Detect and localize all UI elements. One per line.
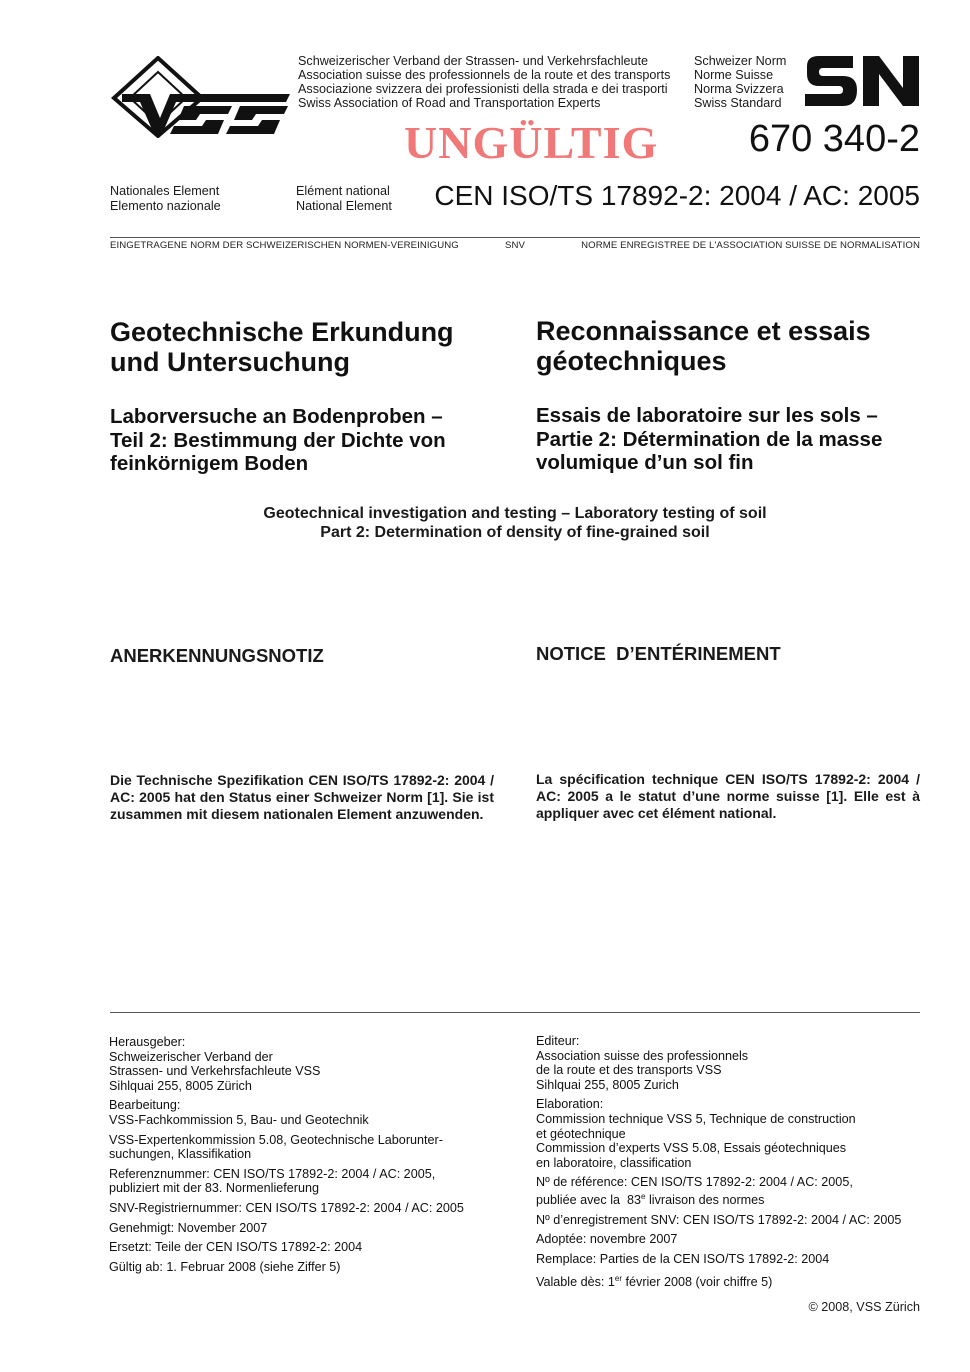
- title-de: [110, 317, 454, 377]
- valid-from: Gültig ab: 1. Februar 2008 (siehe Ziffer 5): [109, 1259, 341, 1274]
- title-fr-line: Reconnaissance et essais: [536, 316, 871, 346]
- norm-type-it: Norma Svizzera: [694, 82, 784, 96]
- association-de: Schweizerischer Verband der Strassen- und Verkehrsfachleute: [298, 54, 649, 68]
- publisher-label: Herausgeber:: [109, 1035, 186, 1049]
- association-fr: Association suisse des professionnels de la route et des transports: [298, 68, 671, 82]
- valid-text: Valable dès: 1: [536, 1274, 615, 1289]
- norm-type-de: Schweizer Norm: [694, 54, 787, 68]
- publisher-line: Sihlquai 255, 8005 Zürich: [109, 1078, 252, 1093]
- notice-text-de: Die Technische Spezifikation CEN ISO/TS 17892-2: 2004 / AC: 2005 hat den Status einer Schweizer Norm [1]. Sie ist zusammen mit diesem nationalen Element anzuwenden.: [110, 772, 494, 822]
- notice-text-fr: La spécification technique CEN ISO/TS 17892-2: 2004 / AC: 2005 a le statut d’une norme suisse [1]. Elle est à appliquer avec cet élément national.: [536, 771, 920, 821]
- reference-line: Referenznummer: CEN ISO/TS 17892-2: 2004 / AC: 2005,: [109, 1166, 436, 1181]
- experts-line: suchungen, Klassifikation: [109, 1147, 252, 1162]
- editing-line: Commission technique VSS 5, Technique de construction: [536, 1111, 856, 1126]
- editing-label: Elaboration:: [536, 1097, 604, 1112]
- publisher-line: Schweizerischer Verband der: [109, 1049, 273, 1064]
- editing-label: Bearbeitung:: [109, 1098, 181, 1113]
- subtitle-fr-line: Partie 2: Détermination de la masse: [536, 427, 883, 451]
- title-fr: [536, 316, 871, 376]
- adopted-date: Adoptée: novembre 2007: [536, 1232, 678, 1247]
- subtitle-de-line: Teil 2: Bestimmung der Dichte von: [110, 428, 446, 452]
- snv-number: SNV-Registriernummer: CEN ISO/TS 17892-2: 2004 / AC: 2005: [109, 1200, 464, 1215]
- subtitle-de-line: Laborversuche an Bodenproben –: [110, 405, 443, 428]
- notice-heading-fr: NOTICE D’ENTÉRINEMENT: [536, 643, 781, 664]
- norm-number: 670 340-2: [748, 118, 920, 160]
- editing-line: VSS-Fachkommission 5, Bau- und Geotechnik: [109, 1112, 369, 1127]
- title-en-line: Geotechnical investigation and testing – Laboratory testing of soil: [263, 505, 767, 522]
- invalid-stamp: UNGÜLTIG: [404, 117, 659, 168]
- national-element-fr-en: [296, 184, 392, 213]
- experts-line: VSS-Expertenkommission 5.08, Geotechnische Laborunter-: [109, 1132, 443, 1147]
- replaces: Ersetzt: Teile der CEN ISO/TS 17892-2: 2004: [109, 1240, 363, 1255]
- reference-text: livraison des normes: [645, 1193, 765, 1208]
- publisher-line: de la route et des transports VSS: [536, 1063, 722, 1078]
- association-it: Associazione svizzera dei professionisti della strada e dei trasporti: [298, 82, 668, 96]
- snv-number: Nº d’enregistrement SNV: CEN ISO/TS 17892-2: 2004 / AC: 2005: [536, 1212, 902, 1227]
- publisher-label: Editeur:: [536, 1034, 580, 1048]
- national-element-de: Nationales Element: [110, 184, 220, 198]
- vss-logo: [110, 56, 290, 138]
- national-element-de-it: [110, 184, 221, 213]
- footer-divider: [110, 1012, 920, 1013]
- publisher-line: Association suisse des professionnels: [536, 1048, 749, 1063]
- editing-line: et géotechnique: [536, 1126, 626, 1141]
- valid-sup: er: [614, 1273, 623, 1283]
- cen-reference: CEN ISO/TS 17892-2: 2004 / AC: 2005: [434, 180, 920, 211]
- reference-line: Nº de référence: CEN ISO/TS 17892-2: 2004 / AC: 2005,: [536, 1175, 853, 1190]
- norm-type-labels: [694, 54, 786, 110]
- title-en: [110, 505, 920, 542]
- reference-line: [536, 1190, 920, 1208]
- reference-line: publiziert mit der 83. Normenlieferung: [109, 1181, 319, 1196]
- valid-text: février 2008 (voir chiffre 5): [622, 1274, 773, 1289]
- national-element-fr: Elément national: [296, 184, 390, 198]
- reference-sup: e: [641, 1191, 646, 1201]
- national-element-it: Elemento nazionale: [110, 198, 221, 213]
- reference-text: publiée avec la 83: [536, 1193, 642, 1208]
- title-en-line: Part 2: Determination of density of fine-grained soil: [320, 523, 710, 541]
- replaces: Remplace: Parties de la CEN ISO/TS 17892-2: 2004: [536, 1251, 830, 1266]
- subtitle-fr-line: volumique d’un sol fin: [536, 451, 754, 474]
- title-fr-line: géotechniques: [536, 346, 727, 376]
- copyright: © 2008, VSS Zürich: [808, 1300, 920, 1314]
- subtitle-fr: [536, 404, 882, 475]
- registration-snv: SNV: [505, 240, 526, 251]
- norm-type-en: Swiss Standard: [694, 96, 782, 110]
- subtitle-fr-line: Essais de laboratoire sur les sols –: [536, 404, 878, 427]
- approved-date: Genehmigt: November 2007: [109, 1220, 268, 1235]
- footer-fr: [536, 1034, 920, 1289]
- editing-line: Commission d’experts VSS 5.08, Essais géotechniques: [536, 1141, 847, 1156]
- valid-from: [536, 1272, 920, 1290]
- registration-de: EINGETRAGENE NORM DER SCHWEIZERISCHEN NORMEN-VEREINIGUNG: [110, 240, 459, 251]
- subtitle-de: [110, 405, 446, 476]
- national-element-en: National Element: [296, 198, 392, 213]
- editing-line: en laboratoire, classification: [536, 1155, 692, 1170]
- title-de-line: Geotechnische Erkundung: [110, 317, 454, 347]
- publisher-line: Strassen- und Verkehrsfachleute VSS: [109, 1064, 321, 1079]
- publisher-line: Sihlquai 255, 8005 Zurich: [536, 1077, 679, 1092]
- norm-type-fr: Norme Suisse: [694, 68, 774, 82]
- footer-de: [109, 1035, 519, 1274]
- registration-fr: NORME ENREGISTREE DE L'ASSOCIATION SUISSE DE NORMALISATION: [581, 240, 920, 251]
- association-en: Swiss Association of Road and Transportation Experts: [298, 96, 601, 110]
- association-names: [298, 54, 670, 110]
- notice-heading-de: ANERKENNUNGSNOTIZ: [110, 645, 324, 666]
- sn-logo: [803, 54, 921, 108]
- header-divider: [110, 237, 920, 238]
- title-de-line: und Untersuchung: [110, 347, 350, 377]
- subtitle-de-line: feinkörnigem Boden: [110, 452, 309, 475]
